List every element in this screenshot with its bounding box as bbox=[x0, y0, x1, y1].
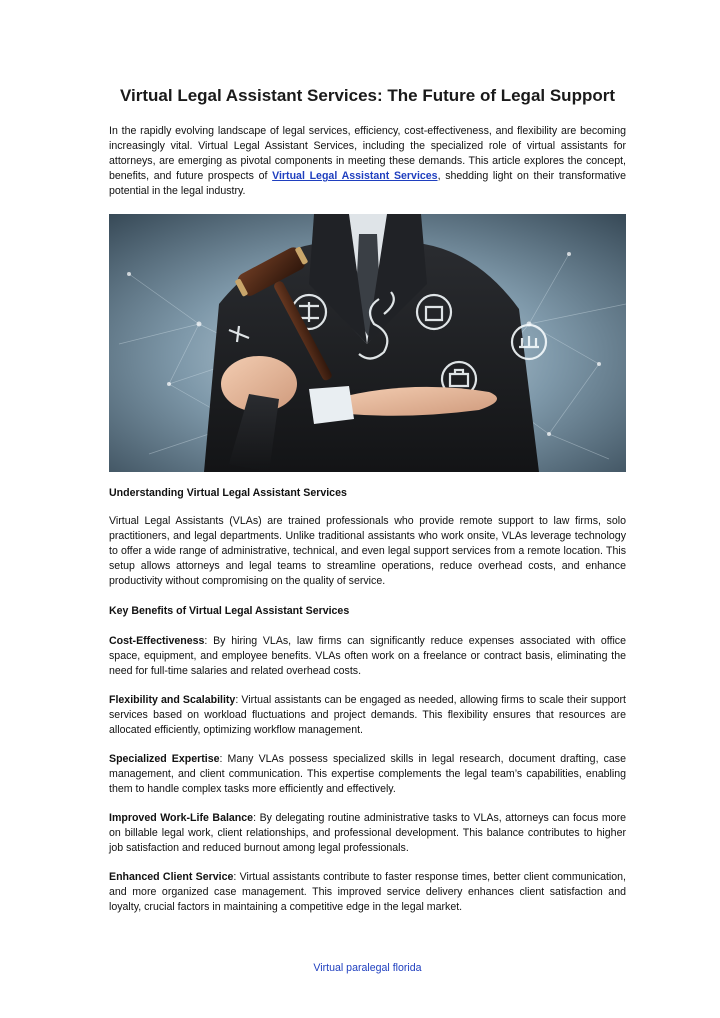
benefit-item: Improved Work-Life Balance: By delegating routine administrative tasks to VLAs, attorneys can focus more on billable legal work, client relationships, and professional development. This balance contributes to higher job satisfaction and reduced burnout among legal professionals. bbox=[109, 812, 626, 854]
benefits-heading: Key Benefits of Virtual Legal Assistant Services bbox=[109, 605, 350, 617]
understanding-paragraph: Virtual Legal Assistants (VLAs) are trained professionals who provide remote support to law firms, solo practitioners, and legal departments. Unlike traditional assistants who work onsite, VLAs leverage technology to offer a wide range of administrative, technical, and even legal support services from a remote location. This setup allows attorneys and legal teams to streamline operations, reduce overhead costs, and enhance productivity without compromising on the quality of service. bbox=[109, 515, 626, 587]
intro-paragraph: In the rapidly evolving landscape of legal services, efficiency, cost-effectiveness, and flexibility are becoming increasingly vital. Virtual Legal Assistant Services, including the specialized role of virtual assistants for attorneys, are emerging as pivotal components in meeting these demands. This article explores the concept, benefits, and future prospects of Virtual Legal Assistant Services, shedding light on their transformative potential in the legal industry. bbox=[109, 125, 626, 197]
page-title: Virtual Legal Assistant Services: The Future of Legal Support bbox=[120, 86, 615, 105]
virtual-paralegal-florida-link[interactable]: Virtual paralegal florida bbox=[313, 962, 422, 974]
virtual-legal-assistant-services-link[interactable]: Virtual Legal Assistant Services bbox=[272, 170, 438, 182]
footer bbox=[109, 962, 626, 974]
benefit-item: Enhanced Client Service: Virtual assistants contribute to faster response times, better client communication, and more organized case management. This improved service delivery enhances client satisfaction and loyalty, crucial factors in maintaining a competitive edge in the legal market. bbox=[109, 871, 627, 913]
hero-image-lawyer-with-gavel bbox=[109, 214, 626, 472]
benefit-item: Cost-Effectiveness: By hiring VLAs, law firms can significantly reduce expenses associated with office space, equipment, and employee benefits. VLAs often work on a freelance or contract basis, eliminating the need for full-time salaries and related overhead costs. bbox=[109, 635, 626, 677]
understanding-heading: Understanding Virtual Legal Assistant Services bbox=[109, 487, 347, 499]
understanding-section bbox=[109, 487, 626, 589]
benefit-item: Specialized Expertise: Many VLAs possess specialized skills in legal research, document drafting, case management, and client communication. This expertise complements the legal team’s capabilities, enabling them to handle complex tasks more efficiently and effectively. bbox=[109, 753, 626, 795]
benefit-item: Flexibility and Scalability: Virtual assistants can be engaged as needed, allowing firms to scale their support services based on workload fluctuations and project demands. This flexibility ensures that resources are allocated efficiently, optimizing workflow management. bbox=[109, 694, 626, 736]
